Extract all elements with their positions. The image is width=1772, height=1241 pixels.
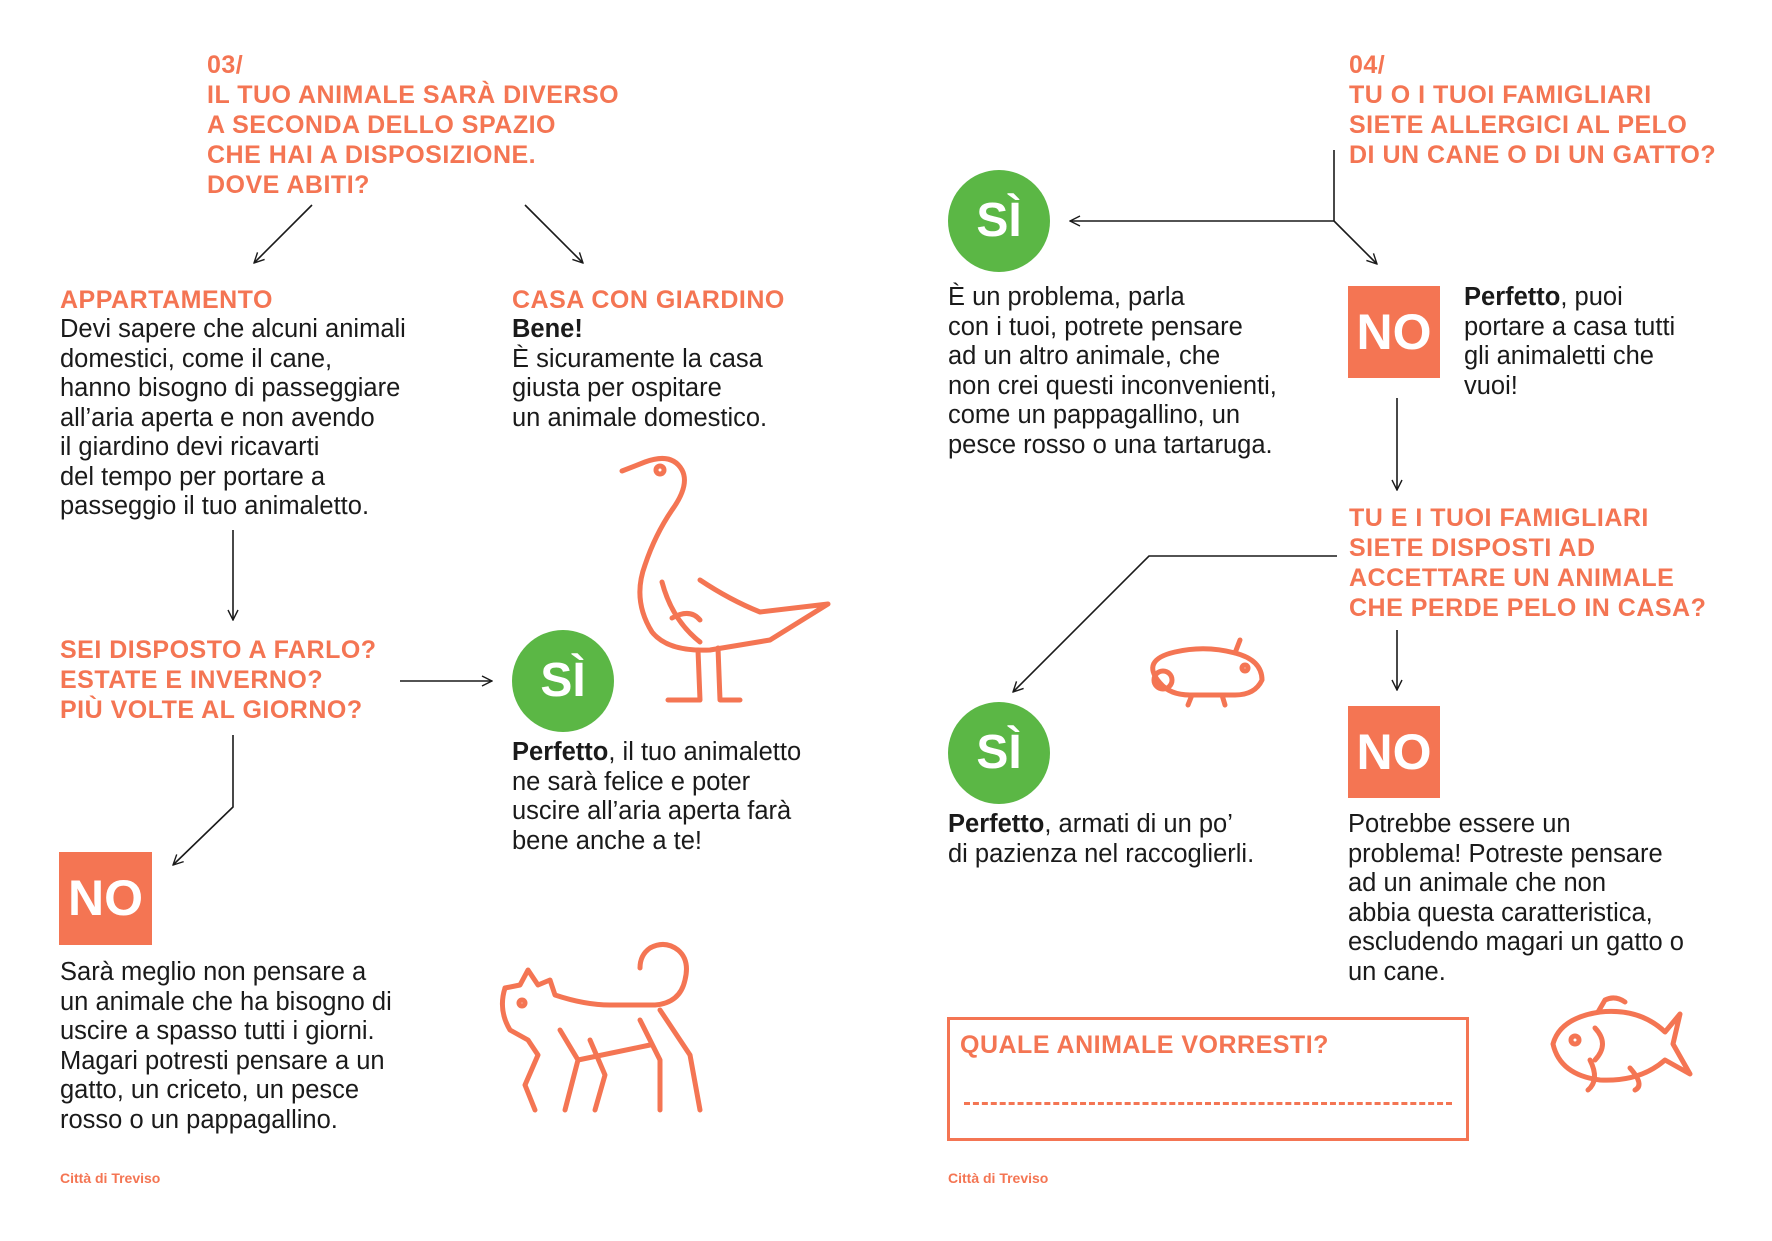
text-line: con i tuoi, potrete pensare [948,312,1243,341]
question-line: SEI DISPOSTO A FARLO? [60,636,377,664]
answer-box-label: QUALE ANIMALE VORRESTI? [960,1031,1329,1059]
question-line: CHE PERDE PELO IN CASA? [1349,594,1707,622]
text-line: ad un altro animale, che [948,342,1221,370]
text-line: uscire all’aria aperta farà [512,797,792,825]
text-line: Magari potresti pensare a un [60,1046,385,1075]
arrow-to-no [173,735,233,865]
text-line: abbia questa caratteristica, [1348,898,1653,927]
text-line: passeggio il tuo animaletto. [60,492,370,520]
text-line: ad un animale che non [1348,869,1607,897]
text-line: di pazienza nel raccoglierli. [948,839,1255,868]
footer-left: Città di Treviso [60,1170,161,1186]
no-badge: NO [1348,286,1440,378]
text-line: È sicuramente la casa [512,344,763,373]
text-line: come un pappagallino, un [948,401,1241,429]
arrow-to-apartment [254,205,312,263]
question-line: ESTATE E INVERNO? [60,666,324,694]
text-rest: , puoi [1560,283,1623,311]
goose-icon [622,458,828,700]
yes-badge: SÌ [948,170,1050,272]
text-line: hanno bisogno di passeggiare [60,374,401,402]
text-line: un cane. [1348,957,1446,986]
question-line: CHE HAI A DISPOSIZIONE. [207,141,537,169]
question-line: DI UN CANE O DI UN GATTO? [1349,141,1717,169]
text-line: uscire a spasso tutti i giorni. [60,1017,375,1045]
text-line: problema! Potreste pensare [1348,839,1663,868]
apartment-title: APPARTAMENTO [60,286,273,314]
question-line: A SECONDA DELLO SPAZIO [207,111,556,139]
question-line: DOVE ABITI? [207,171,370,199]
text-line: non crei questi inconvenienti, [948,371,1277,400]
text-line: Potrebbe essere un [1348,810,1571,838]
goldfish-icon [1553,998,1690,1090]
text-line: portare a casa tutti [1464,312,1676,341]
text-line: gli animaletti che [1464,342,1654,370]
question-line: SIETE ALLERGICI AL PELO [1349,111,1688,139]
question-line: ACCETTARE UN ANIMALE [1349,564,1675,592]
text-line: del tempo per portare a [60,462,326,491]
text-rest: , il tuo animaletto [608,738,802,766]
question-number: 04/ [1349,51,1386,79]
bold-word: Perfetto [512,738,609,766]
text-line: domestici, come il cane, [60,344,333,373]
question-line: PIÙ VOLTE AL GIORNO? [60,696,363,724]
question-line: TU O I TUOI FAMIGLIARI [1349,81,1652,109]
question-number: 03/ [207,51,244,79]
yes-badge: SÌ [948,702,1050,804]
text-line: escludendo magari un gatto o [1348,928,1684,956]
question-line: TU E I TUOI FAMIGLIARI [1349,504,1649,532]
arrow-to-fur-yes [1013,556,1337,692]
text-line: Sarà meglio non pensare a [60,958,367,986]
text-line: gatto, un criceto, un pesce [60,1076,360,1104]
question-line: SIETE DISPOSTI AD [1349,534,1596,562]
footer-right: Città di Treviso [948,1170,1049,1186]
bold-word: Perfetto [948,810,1045,838]
text-line: giusta per ospitare [512,374,722,402]
text-line: rosso o un pappagallino. [60,1105,338,1134]
text-line: bene anche a te! [512,826,702,855]
bold-word: Perfetto [1464,283,1561,311]
arrow-to-garden [525,205,583,263]
arrow-to-allergic-no [1334,221,1377,264]
yes-badge: SÌ [512,630,614,732]
text-line: il giardino devi ricavarti [60,433,320,461]
text-rest: , armati di un po’ [1044,810,1233,838]
text-line: un animale che ha bisogno di [60,987,392,1016]
cat-icon [502,944,700,1110]
text-line: Devi sapere che alcuni animali [60,315,406,343]
text-line: all’aria aperta e non avendo [60,403,375,432]
question-line: IL TUO ANIMALE SARÀ DIVERSO [207,81,620,109]
no-badge: NO [1348,706,1440,798]
text-line: pesce rosso o una tartaruga. [948,430,1273,459]
text-line: vuoi! [1464,371,1518,400]
no-badge: NO [59,852,152,945]
garden-bold: Bene! [512,315,583,343]
text-line: un animale domestico. [512,403,768,432]
hamster-icon [1153,640,1262,705]
garden-title: CASA CON GIARDINO [512,286,785,314]
text-line: È un problema, parla [948,283,1185,311]
text-line: ne sarà felice e poter [512,767,751,796]
